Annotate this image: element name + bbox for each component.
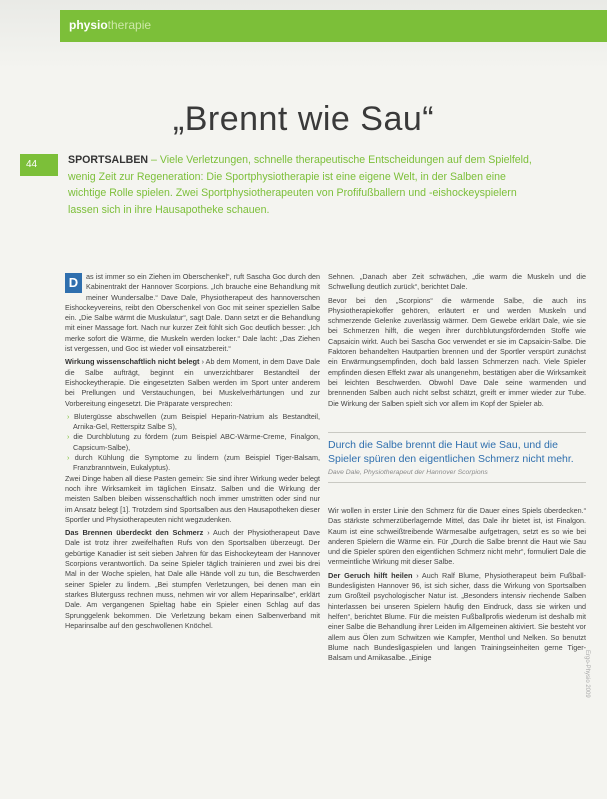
lead-separator: – <box>148 154 160 166</box>
pull-quote-text: Durch die Salbe brennt die Haut wie Sau, und die Spieler spüren den eigentlichen Schmerz nicht mehr. <box>328 439 574 465</box>
section-header-bar <box>60 10 607 42</box>
section-label: physiotherapie <box>69 18 152 32</box>
intro-paragraph <box>65 272 320 354</box>
drop-cap: D <box>65 273 82 293</box>
list-item: › durch Kühlung die Symptome zu lindern (zum Beispiel Tiger-Balsam, Franzbranntwein, Eukalyptus). <box>73 453 320 474</box>
lead-text: Viele Verletzungen, schnelle therapeutische Entscheidungen auf dem Spielfeld, wenig Zeit zur Regeneration: Die Sportphysiotherapie ist eine eigene Welt, in der Salben eine wichtige Rolle spielen. Zwei Sportphysiotherapeuten von Profifußballern und -eishockeyspielern lassen sich in ihre Hausapotheke schauen. <box>68 154 532 216</box>
subheading: Das Brennen überdeckt den Schmerz <box>65 528 204 538</box>
subheading: Wirkung wissenschaftlich nicht belegt <box>65 357 200 367</box>
column-left <box>65 272 320 634</box>
bullet-list <box>65 412 320 474</box>
section-text: › Auch Ralf Blume, Physiotherapeut beim Fußball-Bundesligisten Hannover 96, ist sich sicher, dass die Wirkung von Sportsalben zum Großteil psychologischer Natur ist. „Besonders intensiv riechende Salben hinterlassen bei unseren Spielern häufig den Eindruck, dass sie wirken und helfen“, berichtet Blume. Für die meisten Fußballprofis wiederum ist deshalb mit einer Salbe die Behandlung ihrer Leiden im Allgemeinen aktiviert. Sie besteht vor allem aus Ölen zum Schwitzen wie Kampfer, Menthol und Nelken. So benutzt Blume nach Bundesligaspielen und langen Trainingseinheiten gerne Tiger-Balsam und Arnikasalbe. „Einige <box>328 570 586 663</box>
section-text: › Ab dem Moment, in dem Dave Dale die Salbe aufträgt, beginnt ein unverzichtbarer Bestandteil der Eishockeytherapie. Die eingesetzten Salben werden im Sport unter anderem bei Prellungen und Verstauchungen, bei Muskelverhärtungen und zur Vorbereitung eingesetzt. Die Präparate versprechen: <box>65 357 321 408</box>
column-right-bottom <box>328 506 586 666</box>
intro-text: as ist immer so ein Ziehen im Oberschenkel“, ruft Sascha Goc durch den Kabinentrakt der Hannover Scorpions. „Ich brauche eine Behandlung mit meiner Wundersalbe.“ Dave Dale, Physiotherapeut des hannoverschen Eishockeyvereins, reibt den Oberschenkel von Goc mit seiner speziellen Salbe ein. „Die Salbe wärmt die Muskulatur“, sagt Dale. Dann setzt er die Behandlung mit einer Massage fort. Nach nur kurzer Zeit fühlt sich Goc deutlich besser: „Ich merke sofort die Wärme, die Muskeln werden locker.“ Dale lacht: „Das Ziehen ist vergessen, und Goc ist wieder voll einsatzbereit.“ <box>65 272 320 354</box>
lead-paragraph <box>68 152 538 218</box>
side-credit: Ergo-Physio 2009 <box>584 650 590 698</box>
paragraph: Zwei Dinge haben all diese Pasten gemein: Sie sind ihrer Wirkung weder belegt noch ihre Wirksamkeit im täglichen Einsatz. Salben und die Wirkung der meisten Salben bleiben wissenschaftlich noch immer umstritten oder sind nur im Ansatz belegt [1]. Trotzdem sind Sportsalben aus den Hausapotheken dieser Sportler und Physiotherapeuten nicht wegzudenken. <box>65 473 320 524</box>
article-title: „Brennt wie Sau“ <box>172 100 435 138</box>
paragraph: Sehnen. „Danach aber Zeit schwächen, „die warm die Muskeln und die Schwellung deutlich zurück“, berichtet Dale. <box>328 272 586 292</box>
list-item: › die Durchblutung zu fördern (zum Beispiel ABC-Wärme-Creme, Finalgon, Capsicum-Salbe), <box>73 432 320 453</box>
pull-quote-source: Dave Dale, Physiotherapeut der Hannover Scorpions <box>328 469 488 476</box>
column-right-top <box>328 272 586 412</box>
pull-quote <box>328 432 586 483</box>
page-number: 44 <box>20 154 58 176</box>
paragraph: Bevor bei den „Scorpions“ die wärmende Salbe, die auch ins Physiotherapiekoffer gehören, erläutert er und werden Muskeln und schmerzende Gelenke zuverlässig wärmer. Dem Gewebe erklärt Dale, wie sie bei Schmerzen hilft, die wegen ihrer durchblutungsfördernden Stoffe wie Capsaicin wirkt. Auch bei Sascha Goc verwendet er sie im Capsaicin-Salbe. Die Faktoren behandelten Hautpartien brennen und der Sportler verspürt zunächst ein Erwärmungsempfinden, doch bald lassen Schmerzen nach. Viele Spieler empfinden diesen Effekt zwar als unangenehm, bestätigen aber die Wirksamkeit bei leichten Beschwerden. Obwohl Dave Dale seine warmenden und brennenden Salben auch nicht selbst schätzt, greift er immer wieder zur Tube. Die Wirkung der Salben spielt sich vor allem im Kopf der Spieler ab. <box>328 295 586 408</box>
section-text: › Auch der Physiotherapeut Dave Dale ist trotz ihrer zweifelhaften Rufs von den Sportsalben überzeugt. Der gebürtige Kanadier ist seit sieben Jahren für das Eishockeyteam der Hannover Scorpions verantwortlich. Da seine Spieler täglich trainieren und zwei bis drei Mal in der Woche spielen, hat Dale alle Hände voll zu tun, die Beschwerden seiner Spieler zu lindern. „Bei stumpfen Verletzungen, bei denen man ein starkes Bluterguss rechnen muss, nehmen wir vor allem Heparinsalbe“, erklärt Dale. Am vergangenen Spieltag habe ein Spieler einen Schlag auf das Sprunggelenk bekommen. Die Verletzung bekam einen Salbenverband mit Heparinsalbe auf den geschwollenen Knöchel. <box>65 528 320 630</box>
subheading: Der Geruch hilft heilen <box>328 570 413 580</box>
lead-keyword: SPORTSALBEN <box>68 154 149 166</box>
list-item: › Blutergüsse abschwellen (zum Beispiel Heparin-Natrium als Bestandteil, Arnika-Gel, Retterspitz Salbe S), <box>73 412 320 433</box>
paragraph: Wir wollen in erster Linie den Schmerz für die Dauer eines Spiels überdecken.“ Das stärkste schmerzüberlagernde Mittel, das Dale ihr bietet ist, ist Finalgon. Kaum ist eine schweißtreibende Wärmesalbe aufgetragen, setzt es so wie bei anderen Spielern die Wärme ein. Für „Durch die Salbe brennt die Haut wie Sau und die Spieler spüren den eigentlichen Schmerz nicht mehr“, formuliert Dale die vermeintliche Wirkung mit dieser Salbe. <box>328 506 586 567</box>
